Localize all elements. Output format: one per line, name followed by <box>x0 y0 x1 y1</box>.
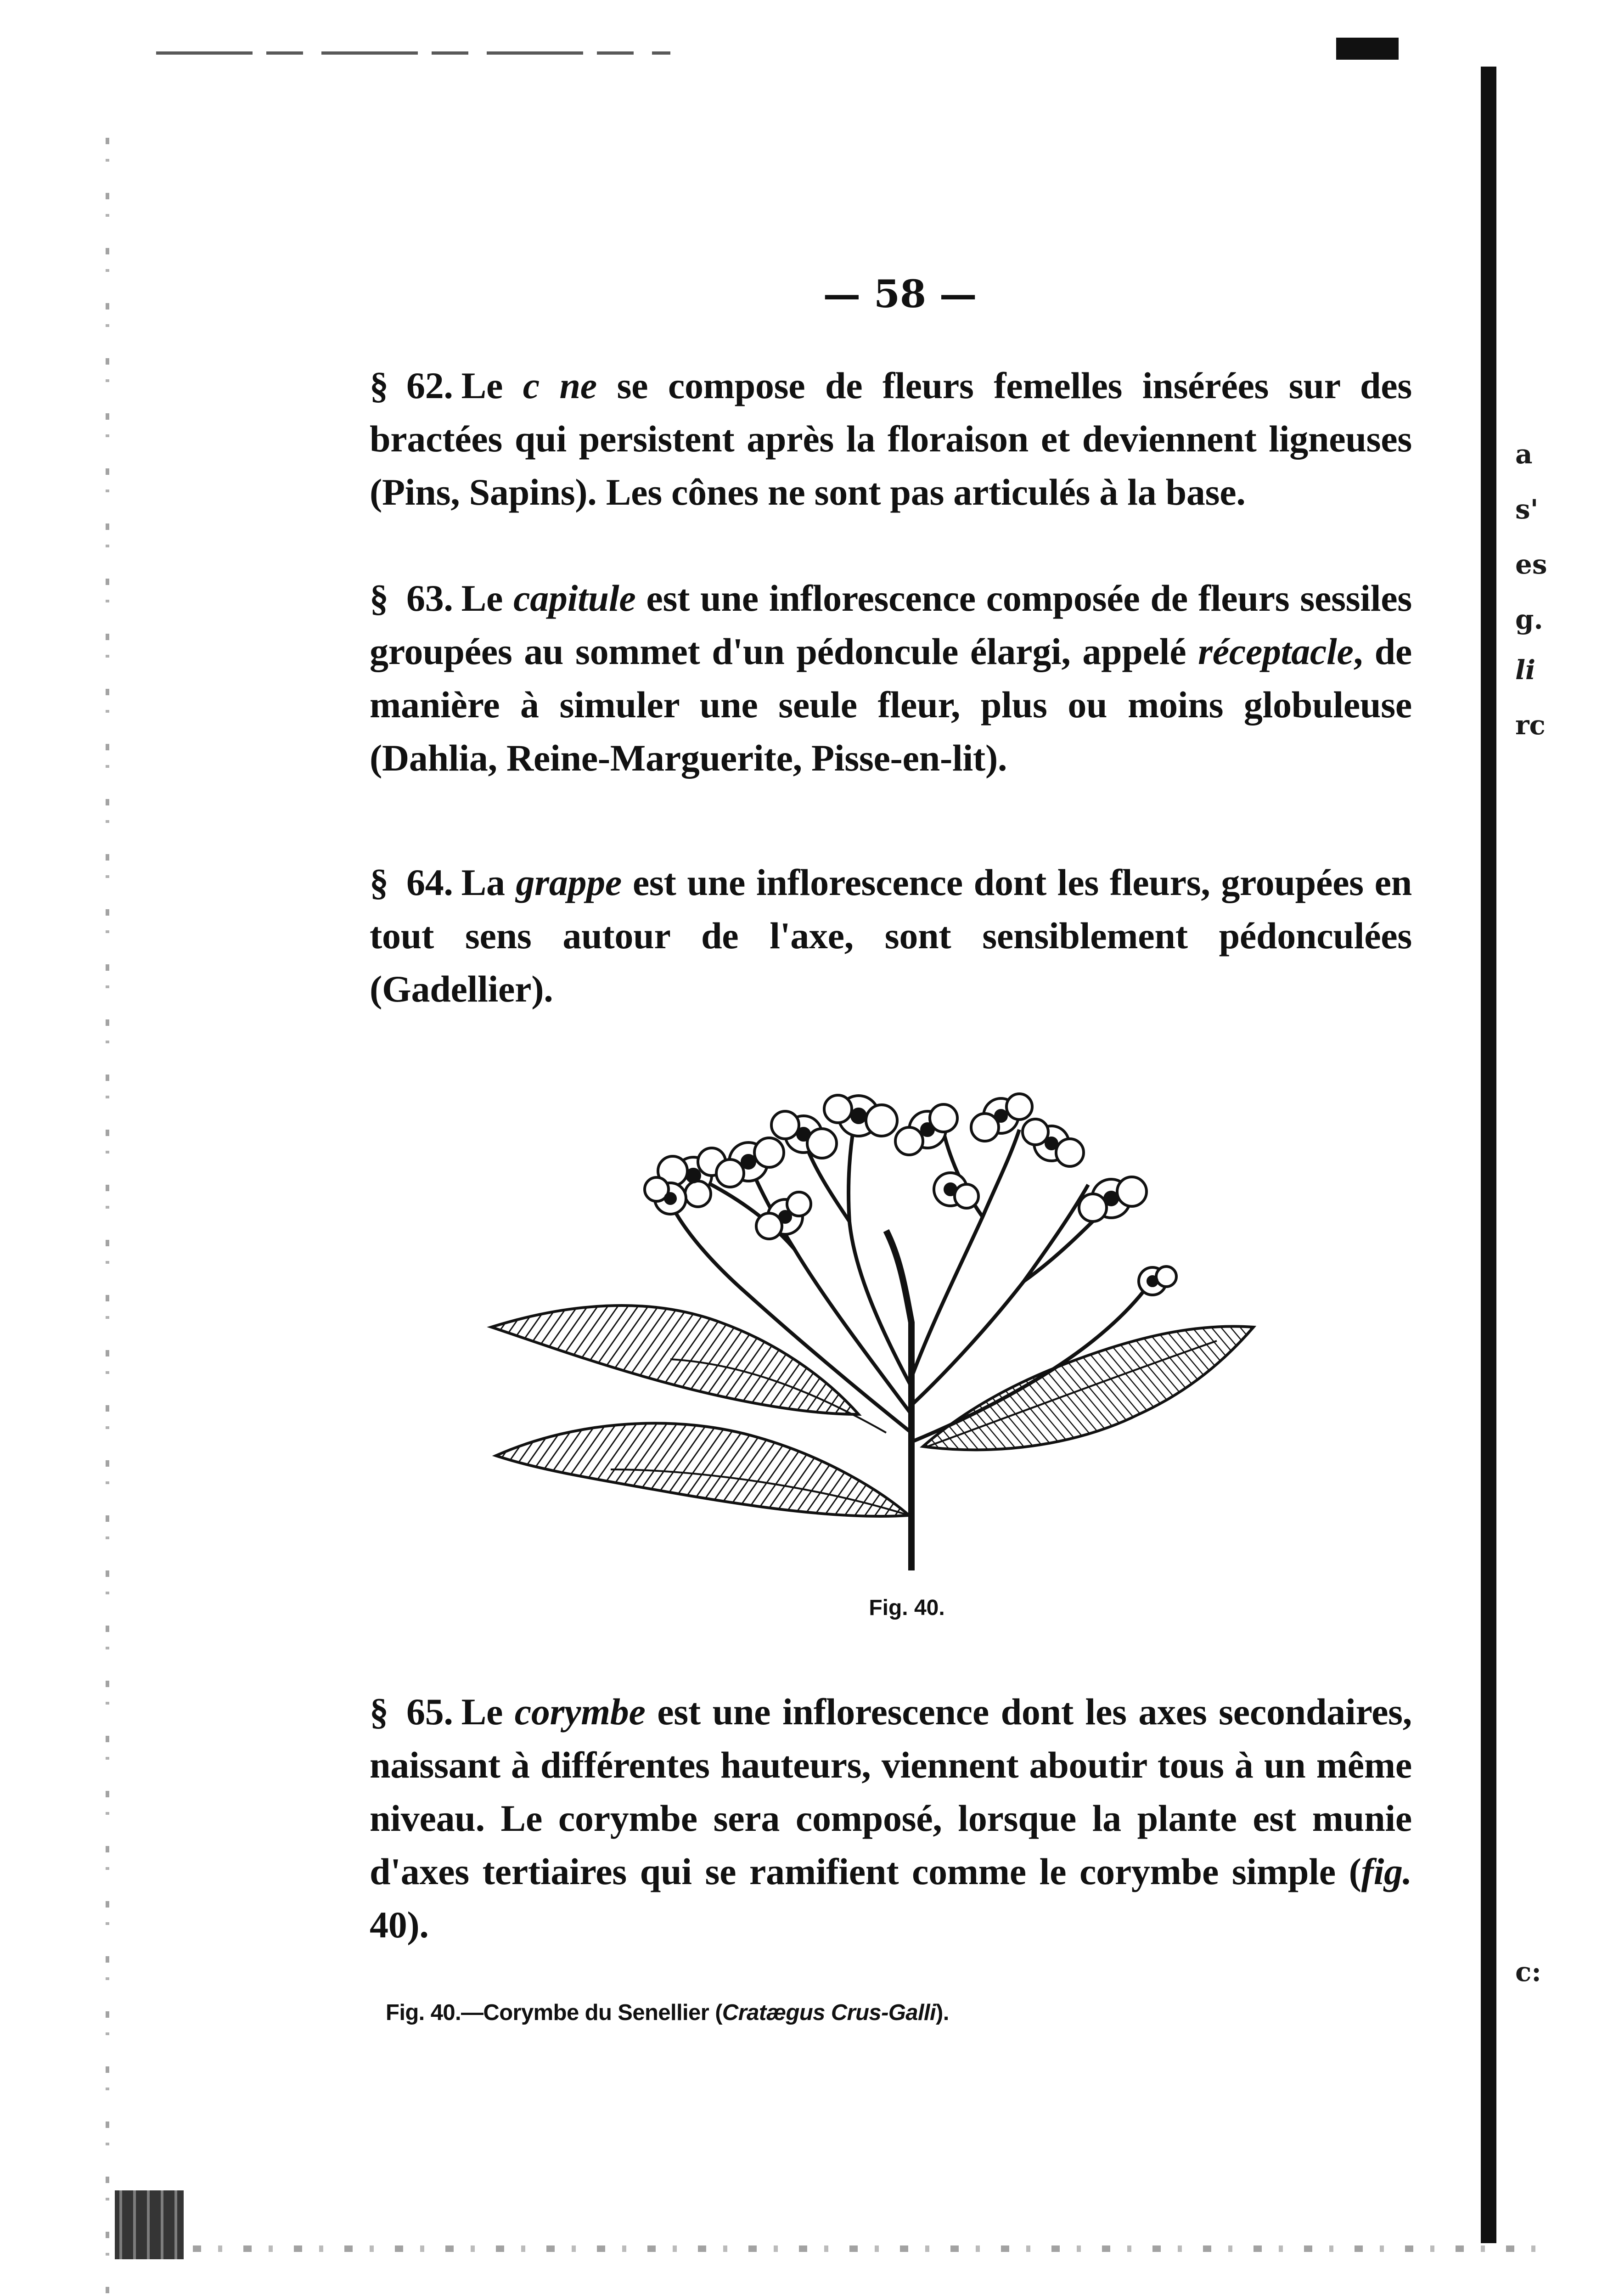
scan-top-edge-noise <box>156 51 670 55</box>
scan-bottom-corner-noise <box>115 2190 184 2259</box>
page-number: — 58 — <box>823 272 977 316</box>
caption-species: Cratægus Crus-Galli <box>722 2000 936 2025</box>
next-page-fragment: g. <box>1515 604 1543 635</box>
section-mark: § <box>370 861 388 903</box>
paragraph-text: , de manière à simuler une seule fleur, plus ou moins globuleuse (Dahlia, Reine-Marguerite, Pisse-en-lit). <box>370 630 1412 779</box>
section-mark: § <box>370 577 388 619</box>
paragraph-65 <box>370 1685 1412 1952</box>
figure-reference: fig. <box>1361 1851 1412 1892</box>
paragraph-text: est une inflorescence dont les fleurs, groupées en tout sens autour de l'axe, sont sensiblement pédonculées (Gadellier). <box>370 861 1412 1010</box>
section-mark: § <box>370 1691 388 1733</box>
paragraph-64 <box>370 856 1412 1016</box>
next-page-fragment: c: <box>1515 1956 1541 1987</box>
defined-term: c ne <box>523 365 597 406</box>
defined-term: capitule <box>513 577 636 619</box>
next-page-fragment: a <box>1515 439 1533 470</box>
lower-left-leaf <box>496 1423 909 1516</box>
figure-caption <box>386 2000 1414 2026</box>
paragraph-text: La <box>461 861 516 903</box>
paragraph-text: Le <box>461 1691 515 1733</box>
defined-term: corymbe <box>514 1691 646 1733</box>
paragraph-text: est une inflorescence composée de fleurs sessiles groupées au sommet d'un pédoncule élargi, appelé <box>370 577 1412 672</box>
defined-term: réceptacle <box>1198 630 1354 672</box>
next-page-fragment: es <box>1515 549 1547 580</box>
scan-left-edge-noise <box>106 138 109 2296</box>
plant-engraving <box>473 1065 1276 1621</box>
para-number: 64. <box>406 861 453 903</box>
paragraph-text: Le <box>461 577 514 619</box>
figure-label: Fig. 40. <box>869 1596 945 1620</box>
para-number: 63. <box>406 577 453 619</box>
paragraph-62 <box>370 359 1412 519</box>
paragraph-text: se compose de fleurs femelles insérées sur des bractées qui persistent après la floraison et deviennent ligneuses (Pins, Sapins). Les cônes ne sont pas articulés à la base. <box>370 365 1412 513</box>
scan-bottom-edge-noise <box>193 2245 1547 2252</box>
main-stem <box>886 1231 911 1570</box>
caption-suffix: ). <box>936 2000 949 2025</box>
next-page-fragment: s' <box>1515 494 1539 525</box>
para-number: 65. <box>406 1691 453 1733</box>
scan-corner-mark <box>1336 38 1399 60</box>
section-mark: § <box>370 365 388 406</box>
next-page-fragment: rc <box>1515 709 1546 741</box>
next-page-fragment: li <box>1515 654 1536 686</box>
defined-term: grappe <box>516 861 622 903</box>
book-gutter-shadow <box>1481 67 1496 2243</box>
flower-cluster <box>645 1094 1176 1295</box>
paragraph-text: Le <box>461 365 523 406</box>
caption-prefix: Fig. 40.—Corymbe du Senellier ( <box>386 2000 722 2025</box>
paragraph-63 <box>370 572 1412 785</box>
paragraph-text: est une inflorescence dont les axes secondaires, naissant à différentes hauteurs, viennent aboutir tous à un même niveau. Le corymbe sera composé, lorsque la plante est munie d'axes tertiaires qui se ramifient comme le corymbe simple ( <box>370 1691 1412 1892</box>
corymb-illustration <box>473 1065 1276 1621</box>
para-number: 62. <box>406 365 453 406</box>
paragraph-text: 40). <box>370 1904 429 1946</box>
